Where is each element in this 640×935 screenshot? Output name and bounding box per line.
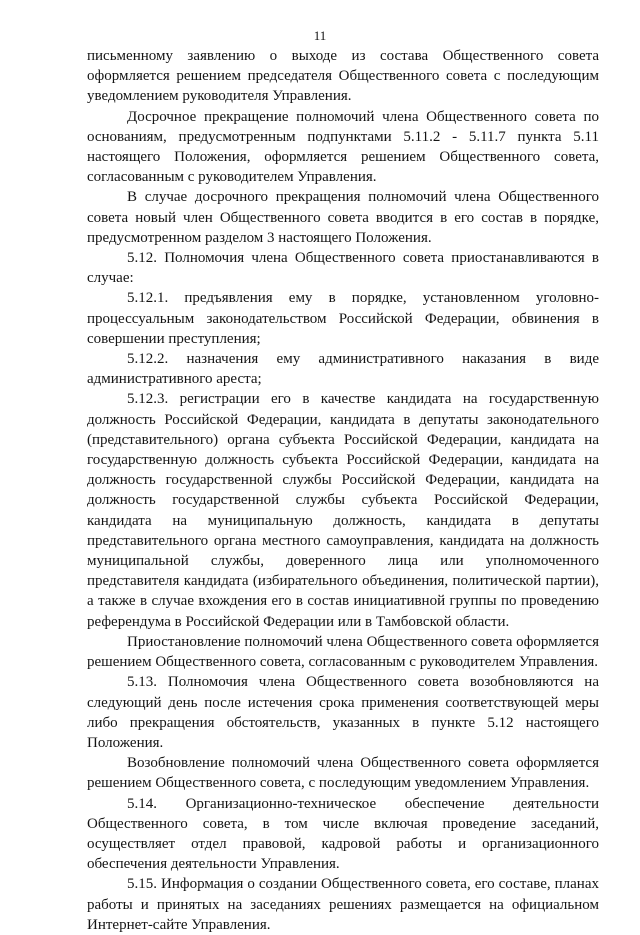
paragraph-suspension: Приостановление полномочий члена Общественного совета оформляется решением Общественного совета, согласованным с руководителем Управления. (87, 633, 599, 671)
paragraph-early-termination: Досрочное прекращение полномочий члена Общественного совета по основаниям, предусмотренным подпунктами 5.11.2 - 5.11.7 пункта 5.11 настоящего Положения, оформляется решением Общественного совета, согласованным с руководителем Управления. (87, 108, 599, 186)
clause-5-12: 5.12. Полномочия члена Общественного совета приостанавливаются в случае: (87, 250, 599, 287)
paragraph-new-member: В случае досрочного прекращения полномочий члена Общественного совета новый член Общественного совета вводится в его состав в порядке, предусмотренном разделом 3 настоящего Положения. (87, 189, 599, 246)
page-number: 11 (313, 28, 327, 43)
clause-5-12-3: 5.12.3. регистрации его в качестве кандидата на государственную должность Российской Федерации, кандидата в депутаты законодательного (представительного) органа субъекта Российской Федерации, кандидата на государственную должность субъекта Российской Федерации, кандидата на должность государственной службы Российской Федерации, кандидата на должность государственной службы субъекта Российской Федерации, кандидата на муниципальную должность, кандидата в депутаты представительного органа местного самоуправления, кандидата на должность муниципальной службы, доверенного лица или уполномоченного представителя кандидата (избирательного объединения, политической партии), а также в случае вхождения его в состав инициативной группы по проведению референдума в Российской Федерации или в Тамбовской области. (87, 391, 599, 630)
clause-5-15: 5.15. Информация о создании Общественного совета, его составе, планах работы и принятых на заседаниях решениях размещается на официальном Интернет-сайте Управления. (87, 876, 599, 933)
clause-5-14: 5.14. Организационно-техническое обеспечение деятельности Общественного совета, в том числе включая проведение заседаний, осуществляет отдел правовой, кадровой работы и организационного обеспечения деятельности Управления. (87, 795, 599, 873)
clause-5-13: 5.13. Полномочия члена Общественного совета возобновляются на следующий день после истечения срока применения соответствующей меры либо прекращения обстоятельств, указанных в пункте 5.12 настоящего Положения. (87, 674, 599, 751)
paragraph-resumption: Возобновление полномочий члена Общественного совета оформляется решением Общественного совета, с последующим уведомлением Управления. (87, 755, 599, 792)
clause-5-12-2: 5.12.2. назначения ему административного наказания в виде административного ареста; (87, 351, 599, 388)
document-body (87, 46, 599, 935)
clause-5-12-1: 5.12.1. предъявления ему в порядке, установленном уголовно-процессуальным законодательством Российской Федерации, обвинения в совершении преступления; (87, 290, 599, 347)
paragraph-continuation: письменному заявлению о выходе из состава Общественного совета оформляется решением председателя Общественного совета с последующим уведомлением руководителя Управления. (87, 48, 599, 105)
